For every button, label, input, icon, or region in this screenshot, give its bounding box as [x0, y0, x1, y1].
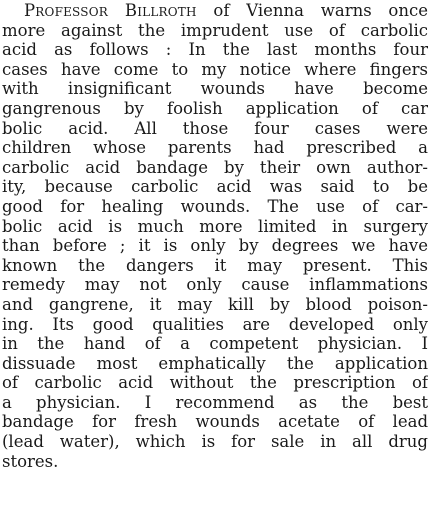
article-line-5: with insignificant wounds have become	[2, 79, 428, 99]
article-line-15: remedy may not only cause inflammations	[2, 275, 428, 295]
article-line-16: and gangrene, it may kill by blood poison-	[2, 294, 428, 314]
article-line-18: in the hand of a competent physician. I	[2, 334, 428, 354]
article-line-14: known the dangers it may present. This	[2, 255, 428, 275]
article-line-11: good for healing wounds. The use of car-	[2, 196, 428, 216]
article-line-2: more against the imprudent use of carbolic	[2, 20, 428, 40]
article-line-8: children whose parents had prescribed a	[2, 138, 428, 158]
article-line-6: gangrenous by foolish application of car	[2, 98, 428, 118]
article-line-1-text: of Vienna warns once	[196, 1, 428, 20]
article-line-12: bolic acid is much more limited in surgery	[2, 216, 428, 236]
article-line-3: acid as follows : In the last months four	[2, 40, 428, 60]
article-line-19: dissuade most emphatically the application	[2, 353, 428, 373]
article-line-9: carbolic acid bandage by their own author-	[2, 157, 428, 177]
article-lead: Professor Billroth	[24, 1, 197, 20]
article-line-20: of carbolic acid without the prescription of	[2, 373, 428, 393]
article-line-22: bandage for fresh wounds acetate of lead	[2, 412, 428, 432]
article-line-7: bolic acid. All those four cases were	[2, 118, 428, 138]
article-line-24: stores.	[2, 451, 59, 471]
article-line-17: ing. Its good qualities are developed only	[2, 314, 428, 334]
article-line-13: than before ; it is only by degrees we have	[2, 236, 428, 256]
article-line-10: ity, because carbolic acid was said to be	[2, 177, 428, 197]
article-line-4: cases have come to my notice where fingers	[2, 59, 428, 79]
article-line-1	[2, 1, 428, 21]
article-line-21: a physician. I recommend as the best	[2, 392, 428, 412]
article-line-23: (lead water), which is for sale in all drug	[2, 432, 428, 452]
